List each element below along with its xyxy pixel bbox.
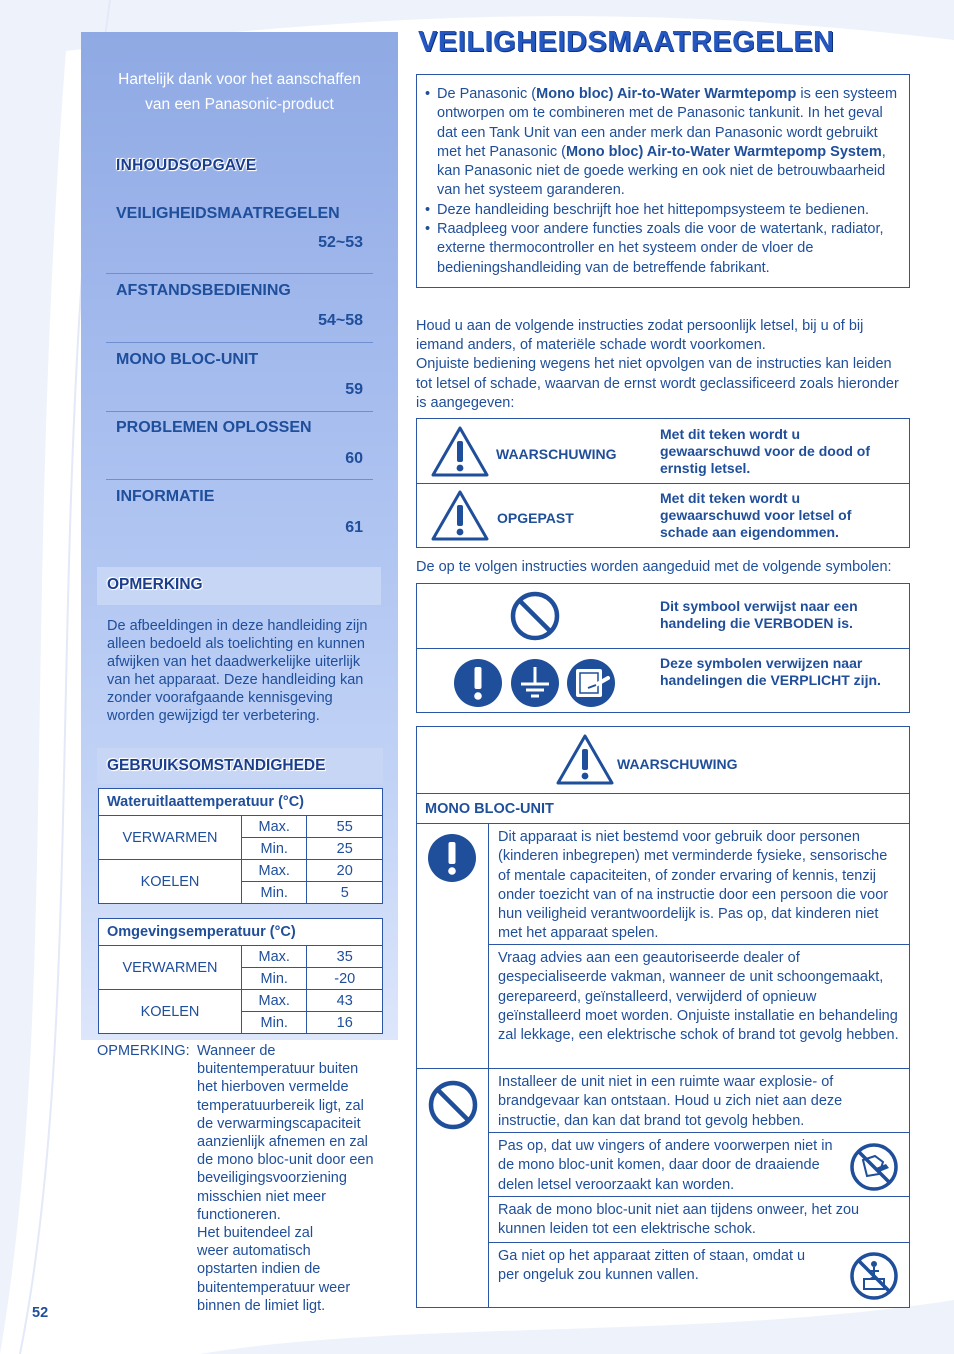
- warning-item-text: Vraag advies aan een geautoriseerde dealer of gespecialiseerde vakman, wanneer de unit schoongemaakt, gerepareerd, geïnstalleerd, verwijderd of opnieuw geïnstalleerd moet worden. Onjuiste installatie en behandeling zal lekkage, een elektrische schok of brand tot gevolg hebben.: [498, 950, 899, 1044]
- unplug-power-icon: [566, 658, 616, 708]
- caution-triangle-icon: [430, 489, 490, 542]
- symbol-row-prohibited: [417, 584, 909, 648]
- warning-item-text: Ga niet op het apparaat zitten of staan, omdat u per ongeluk zou kunnen vallen.: [498, 1248, 806, 1284]
- footnote-line: het hierboven vermelde: [197, 1079, 349, 1096]
- earth-ground-icon: [510, 658, 560, 708]
- footnote-line: misschien niet meer: [197, 1188, 326, 1205]
- footnote-line: Het buitendeel zal: [197, 1225, 314, 1242]
- warning-item-6: [489, 1242, 909, 1308]
- warning-item-text: Installeer de unit niet in een ruimte waar explosie- of brandgevaar kan ontstaan. Houd u zich niet aan deze instructie, dan kan dat brand tot gevolg hebben.: [498, 1074, 843, 1129]
- footnote-line: de mono bloc-unit door een: [197, 1152, 374, 1169]
- intro-box: [416, 74, 910, 288]
- symbols-intro: De op te volgen instructies worden aangeduid met de volgende symbolen:: [416, 559, 892, 575]
- water-cool-max-value: 20: [307, 860, 383, 882]
- water-table-title: Wateruitlaattemperatuur (°C): [99, 789, 383, 816]
- no-fingers-in-fan-icon: [849, 1142, 899, 1192]
- ambient-heat-min-label: Min.: [242, 968, 307, 990]
- toc-item-problemen-oplossen[interactable]: [106, 419, 373, 480]
- toc-label: INFORMATIE: [116, 488, 215, 505]
- note-heading: OPMERKING: [107, 576, 203, 593]
- footnote-line: de verwarmingscapaciteit: [197, 1115, 361, 1132]
- ambient-heat-max-label: Max.: [242, 946, 307, 968]
- intro-text: De Panasonic (: [437, 86, 537, 102]
- severity-levels-table: [416, 418, 910, 548]
- ambient-heat-min-value: -20: [307, 968, 383, 990]
- water-heat-max-label: Max.: [242, 816, 307, 838]
- toc-label: VEILIGHEIDSMAATREGELEN: [116, 205, 340, 222]
- footnote-line: buitentemperatuur weer: [197, 1279, 351, 1296]
- toc-pages: 52~53: [318, 234, 363, 251]
- section-label: MONO BLOC-UNIT: [425, 801, 554, 817]
- no-standing-on-unit-icon: [849, 1251, 899, 1301]
- toc-label: PROBLEMEN OPLOSSEN: [116, 419, 312, 436]
- warning-icon-column: [417, 823, 489, 1308]
- toc-pages: 60: [345, 450, 363, 467]
- ambient-cool-max-label: Max.: [242, 990, 307, 1012]
- instructions-paragraph: [416, 317, 908, 413]
- warning-item-5: [489, 1196, 909, 1243]
- water-cool-max-label: Max.: [242, 860, 307, 882]
- footnote-line: beveiligingsvoorziening: [197, 1170, 347, 1187]
- toc-item-informatie[interactable]: [106, 488, 373, 542]
- toc-item-mono-bloc-unit[interactable]: [106, 351, 373, 412]
- intro-bullet-3: [425, 220, 901, 278]
- ambient-heat-max-value: 35: [307, 946, 383, 968]
- water-cooling-label: KOELEN: [99, 860, 242, 904]
- water-heating-label: VERWARMEN: [99, 816, 242, 860]
- warning-item-text: Raak de mono bloc-unit niet aan tijdens onweer, het zou kunnen leiden tot een elektrische schok.: [498, 1202, 860, 1238]
- footnote-line: buitentemperatuur buiten: [197, 1061, 359, 1078]
- severity-desc: Met dit teken wordt u gewaarschuwd voor de dood of ernstig letsel.: [660, 426, 871, 476]
- prohibited-icon: [427, 1079, 479, 1131]
- toc-label: MONO BLOC-UNIT: [116, 351, 259, 368]
- ambient-cool-max-value: 43: [307, 990, 383, 1012]
- warning-triangle-icon: [555, 733, 615, 786]
- warning-box-section: [417, 793, 909, 823]
- paragraph-1: Houd u aan de volgende instructies zodat persoonlijk letsel, bij u of bij iemand anders, of materiële schade wordt voorkomen.: [416, 318, 864, 354]
- toc-heading: INHOUDSOPGAVE: [116, 157, 257, 174]
- warning-item-text: Pas op, dat uw vingers of andere voorwerpen niet in de mono bloc-unit komen, daar door de draaiende delen letsel veroorzaakt kan worden.: [498, 1138, 833, 1193]
- page-number: 52: [32, 1305, 49, 1321]
- footnote-line: opstarten indien de: [197, 1261, 321, 1278]
- severity-label: OPGEPAST: [497, 510, 574, 526]
- ambient-cool-min-value: 16: [307, 1012, 383, 1034]
- water-heat-max-value: 55: [307, 816, 383, 838]
- thanks-line-1: Hartelijk dank voor het aanschaffen: [118, 71, 361, 88]
- ambient-cool-min-label: Min.: [242, 1012, 307, 1034]
- bullet: •: [425, 202, 431, 218]
- severity-row-caution: [417, 483, 909, 548]
- warning-item-4: [489, 1132, 909, 1197]
- warning-item-2: [489, 944, 909, 1069]
- ambient-cooling-label: KOELEN: [99, 990, 242, 1034]
- warning-triangle-icon: [430, 425, 490, 478]
- warning-item-1: [489, 823, 909, 944]
- symbol-desc: Dit symbool verwijst naar een handeling die VERBODEN is.: [660, 598, 858, 631]
- footnote-text: [197, 1042, 383, 1315]
- toc-pages: 61: [345, 519, 363, 536]
- intro-text: Raadpleeg voor andere functies zoals die voor de watertank, radiator, externe thermocontroller en het systeem onder de vloer de bedieningshandleiding van de betreffende fabrikant.: [437, 221, 884, 276]
- intro-product-name: Mono bloc) Air-to-Water Warmtepomp: [536, 86, 797, 102]
- note-heading-band: [97, 567, 381, 605]
- thanks-line-2: van een Panasonic-product: [145, 96, 334, 113]
- intro-bullet-2: [425, 201, 901, 220]
- usage-heading: GEBRUIKSOMSTANDIGHEDE: [107, 757, 326, 774]
- toc-item-afstandsbediening[interactable]: [106, 282, 373, 343]
- warning-box-heading: WAARSCHUWING: [617, 756, 738, 772]
- mandatory-icon: [427, 833, 477, 883]
- bullet: •: [425, 86, 431, 102]
- usage-heading-band: [97, 748, 383, 784]
- thanks-message: [81, 67, 398, 117]
- toc-item-veiligheidsmaatregelen[interactable]: [106, 205, 373, 274]
- intro-system-name: Mono bloc) Air-to-Water Warmtepomp System: [565, 143, 882, 160]
- severity-desc: Met dit teken wordt u gewaarschuwd voor letsel of schade aan eigendommen.: [660, 490, 852, 540]
- water-temperature-table: [98, 788, 383, 904]
- footnote-line: Wanneer de: [197, 1043, 276, 1059]
- prohibited-icon: [509, 590, 561, 642]
- warning-box: [416, 726, 910, 1308]
- note-text: De afbeeldingen in deze handleiding zijn alleen bedoeld als toelichting en kunnen afwijken van het daadwerkelijke uiterlijk van het apparaat. Deze handleiding kan zonder voorafgaande kennisgeving worden gewijzigd ter verbetering.: [107, 618, 368, 724]
- toc-label: AFSTANDSBEDIENING: [116, 282, 291, 299]
- water-cool-min-value: 5: [307, 882, 383, 904]
- footnote-line: functioneren.: [197, 1206, 281, 1223]
- toc-pages: 54~58: [318, 312, 363, 329]
- footnote-line: temperatuurbereik ligt, zal: [197, 1097, 364, 1114]
- water-heat-min-label: Min.: [242, 838, 307, 860]
- warning-item-3: [489, 1068, 909, 1133]
- warning-box-header: [417, 727, 909, 793]
- intro-text: is een systeem ontworpen om te combineren met de Panasonic tankunit. In het geval dat een Tank Unit van een ander merk dan Panasonic wordt gebruikt met het Panasonic (: [437, 86, 898, 160]
- water-heat-min-value: 25: [307, 838, 383, 860]
- ambient-heating-label: VERWARMEN: [99, 946, 242, 990]
- severity-row-warning: [417, 419, 909, 483]
- bullet: •: [425, 221, 431, 237]
- toc-pages: 59: [345, 381, 363, 398]
- severity-label: WAARSCHUWING: [496, 446, 617, 462]
- icon-column-separator: [417, 1068, 489, 1069]
- footnote-line: binnen de limiet ligt.: [197, 1297, 326, 1314]
- intro-text: Deze handleiding beschrijft hoe het hittepompsysteem te bedienen.: [437, 202, 870, 218]
- page-title: VEILIGHEIDSMAATREGELEN: [418, 26, 835, 58]
- mandatory-icon: [453, 658, 503, 708]
- water-cool-min-label: Min.: [242, 882, 307, 904]
- paragraph-2: Onjuiste bediening wegens het niet opvolgen van de instructies kan leiden tot letsel of schade, waarvan de ernst wordt geclassificeerd zoals hieronder is aangegeven:: [416, 356, 899, 411]
- footnote-label: OPMERKING:: [97, 1043, 190, 1059]
- warning-item-text: Dit apparaat is niet bestemd voor gebruik door personen (kinderen inbegrepen) met verminderde fysieke, sensorische of mentale capaciteiten, of zonder ervaring of kennis, tenzij onder toezicht van of na instructie door een persoon die voor hun veiligheid verantwoordelijk is. Pas op, dat kinderen niet met het apparaat spelen.: [498, 829, 889, 942]
- ambient-table-title: Omgevingsemperatuur (°C): [99, 919, 383, 946]
- footnote-line: weer automatisch: [197, 1243, 311, 1260]
- symbol-desc: Deze symbolen verwijzen naar handelingen die VERPLICHT zijn.: [660, 655, 881, 688]
- intro-text: , kan Panasonic niet de goede werking en ook niet de betrouwbaarheid van het systeem garanderen.: [437, 143, 886, 199]
- intro-bullet-1: [425, 85, 901, 201]
- footnote-line: aanzienlijk afnemen en zal: [197, 1134, 368, 1151]
- symbols-table: [416, 583, 910, 713]
- ambient-temperature-table: [98, 918, 383, 1034]
- symbol-row-mandatory: [417, 648, 909, 713]
